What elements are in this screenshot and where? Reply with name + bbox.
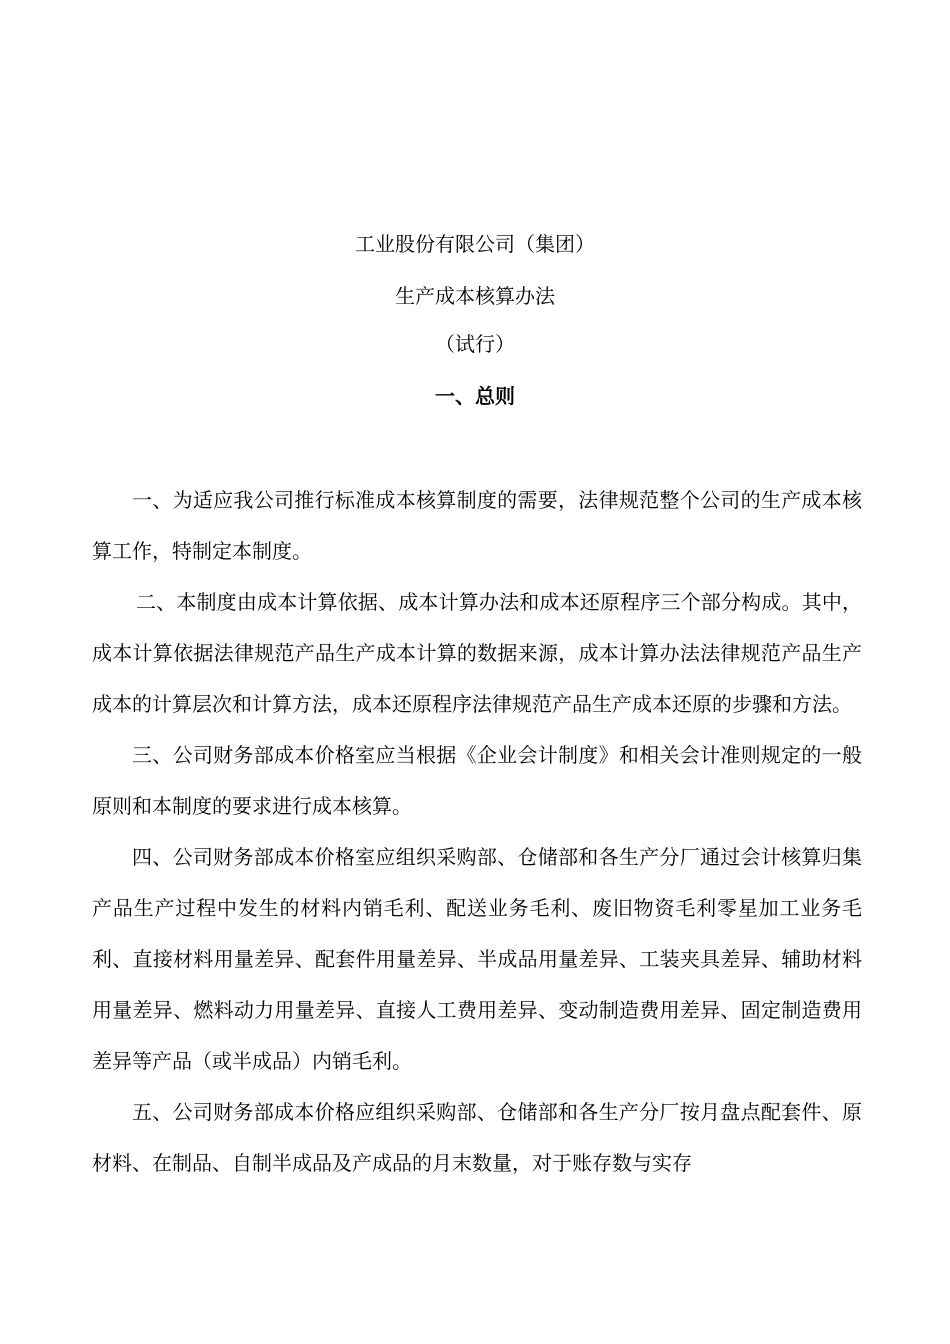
paragraph-3: 三、公司财务部成本价格室应当根据《企业会计制度》和相关会计准则规定的一般原则和本制度的要求进行成本核算。 bbox=[92, 743, 862, 818]
paragraph-2: 二、本制度由成本计算依据、成本计算办法和成本还原程序三个部分构成。其中，成本计算依据法律规范产品生产成本计算的数据来源，成本计算办法法律规范产品生产成本的计算层次和计算方法，成本还原程序法律规范产品生产成本还原的步骤和方法。 bbox=[92, 590, 862, 716]
company-name: 工业股份有限公司（集团） bbox=[355, 232, 595, 256]
document-title: 生产成本核算办法 bbox=[395, 284, 555, 308]
paragraph-4: 四、公司财务部成本价格室应组织采购部、仓储部和各生产分厂通过会计核算归集产品生产过程中发生的材料内销毛利、配送业务毛利、废旧物资毛利零星加工业务毛利、直接材料用量差异、配套件用量差异、半成品用量差异、工装夹具差异、辅助材料用量差异、燃料动力用量差异、直接人工费用差异、变动制造费用差异、固定制造费用差异等产品（或半成品）内销毛利。 bbox=[92, 845, 862, 1073]
document-body bbox=[92, 475, 862, 1189]
paragraph-5: 五、公司财务部成本价格应组织采购部、仓储部和各生产分厂按月盘点配套件、原材料、在制品、自制半成品及产成品的月末数量，对于账存数与实存 bbox=[92, 1100, 862, 1175]
document-subtitle: （试行） bbox=[435, 332, 515, 356]
section-heading: 一、总则 bbox=[435, 384, 515, 408]
paragraph-1: 一、为适应我公司推行标准成本核算制度的需要，法律规范整个公司的生产成本核算工作，特制定本制度。 bbox=[92, 488, 862, 563]
